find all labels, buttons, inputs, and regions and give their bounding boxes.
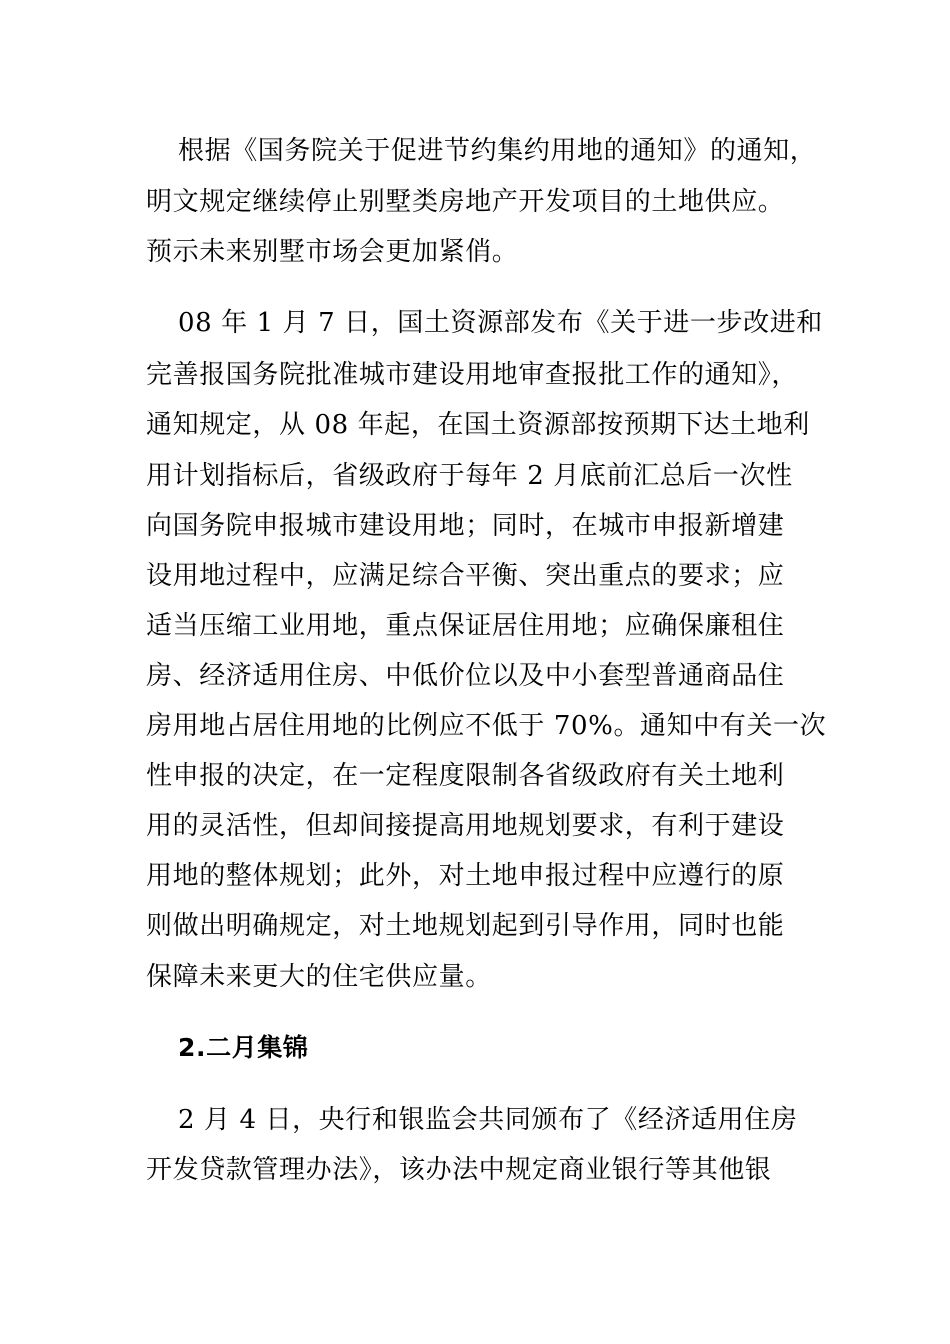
section-heading: 2.二月集锦 (178, 1033, 309, 1062)
paragraph-1-line-3: 预示未来别墅市场会更加紧俏。 (146, 237, 519, 267)
paragraph-2-line-10: 性申报的决定，在一定程度限制各省级政府有关土地利 (146, 761, 785, 791)
paragraph-2-line-5: 向国务院申报城市建设用地；同时，在城市申报新增建 (146, 511, 785, 541)
paragraph-2-line-14: 保障未来更大的住宅供应量。 (146, 962, 492, 992)
paragraph-3-line-2: 开发贷款管理办法》，该办法中规定商业银行等其他银 (146, 1155, 772, 1185)
paragraph-3-line-1: 2 月 4 日，央行和银监会共同颁布了《经济适用住房 (178, 1105, 798, 1135)
paragraph-2-line-13: 则做出明确规定，对土地规划起到引导作用，同时也能 (146, 911, 785, 941)
paragraph-2-line-8: 房、经济适用住房、中低价位以及中小套型普通商品住 (146, 661, 785, 691)
paragraph-2-line-11: 用的灵活性，但却间接提高用地规划要求，有利于建设 (146, 811, 785, 841)
paragraph-2-line-9: 房用地占居住用地的比例应不低于 70%。通知中有关一次 (146, 711, 827, 741)
paragraph-1-line-2: 明文规定继续停止别墅类房地产开发项目的土地供应。 (146, 187, 785, 217)
paragraph-2-line-3: 通知规定，从 08 年起，在国土资源部按预期下达土地利 (146, 410, 810, 440)
paragraph-2-line-4: 用计划指标后，省级政府于每年 2 月底前汇总后一次性 (146, 461, 793, 491)
paragraph-2-line-12: 用地的整体规划；此外，对土地申报过程中应遵行的原 (146, 861, 785, 891)
paragraph-2-line-1: 08 年 1 月 7 日，国土资源部发布《关于进一步改进和 (178, 308, 823, 338)
paragraph-2-line-6: 设用地过程中，应满足综合平衡、突出重点的要求；应 (146, 561, 785, 591)
paragraph-2-line-7: 适当压缩工业用地，重点保证居住用地；应确保廉租住 (146, 611, 785, 641)
paragraph-1-line-1: 根据《国务院关于促进节约集约用地的通知》的通知， (178, 136, 817, 166)
paragraph-2-line-2: 完善报国务院批准城市建设用地审查报批工作的通知》， (146, 360, 799, 390)
